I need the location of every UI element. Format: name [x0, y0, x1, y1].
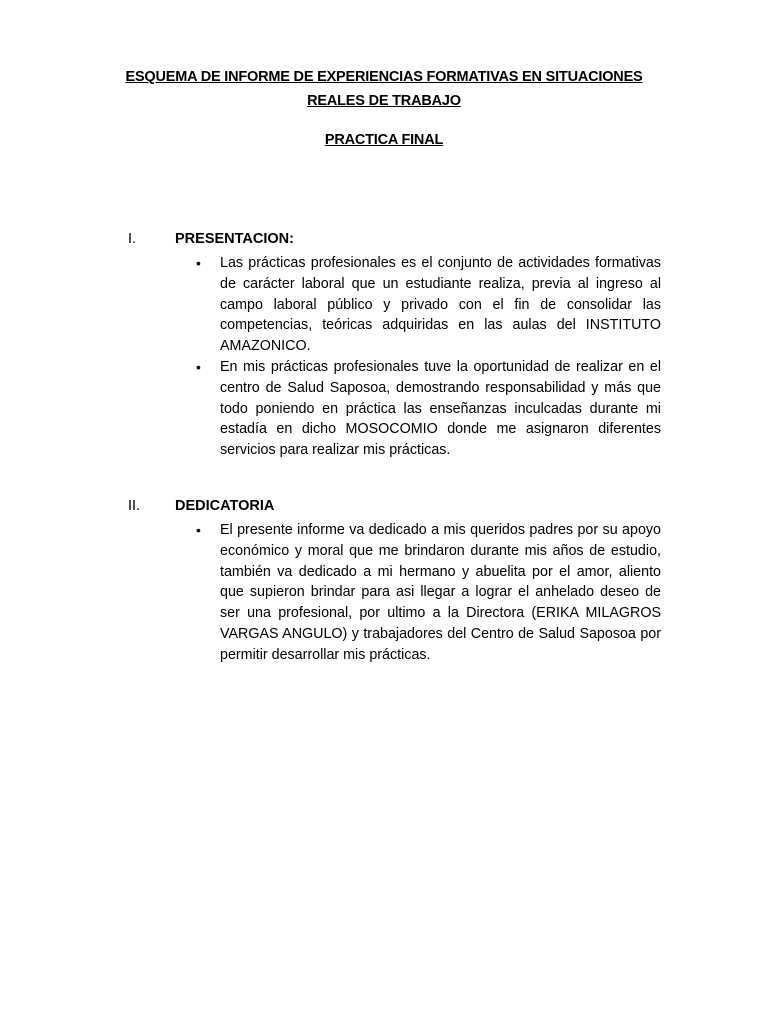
bullet-list [128, 253, 668, 461]
section-numeral: II. [128, 498, 141, 514]
list-item [196, 357, 661, 461]
document-subtitle: PRACTICA FINAL [324, 132, 444, 148]
bullet-text: Las prácticas profesionales es el conjunto de actividades formativas de carácter laboral que un estudiante realiza, previa al ingreso al campo laboral público y privado con el fin de consolidar las competencias, teóricas adquiridas en las aulas del INSTITUTO AMAZONICO. [220, 255, 661, 355]
bullet-icon: • [196, 255, 201, 271]
list-item [196, 520, 661, 666]
document-title-line-1: ESQUEMA DE INFORME DE EXPERIENCIAS FORMATIVAS EN SITUACIONES [125, 69, 643, 85]
section-presentacion [128, 231, 668, 461]
bullet-list [128, 520, 668, 666]
section-numeral: I. [128, 231, 137, 247]
section-header [128, 498, 668, 520]
bullet-text: El presente informe va dedicado a mis queridos padres por su apoyo económico y moral que me brindaron durante mis años de estudio, también va dedicado a mi hermano y abuelita por el amor, aliento que supieron brindar para asi llegar a lograr el anhelado deseo de ser una profesional, por ultimo a la Directora (ERIKA MILAGROS VARGAS ANGULO) y trabajadores del Centro de Salud Saposoa por permitir desarrollar mis prácticas. [220, 522, 661, 663]
list-item [196, 253, 661, 357]
bullet-icon: • [196, 522, 201, 538]
document-title-line-2: REALES DE TRABAJO [307, 93, 461, 109]
section-header [128, 231, 668, 253]
bullet-text: En mis prácticas profesionales tuve la oportunidad de realizar en el centro de Salud Saposoa, demostrando responsabilidad y más que todo poniendo en práctica las enseñanzas inculcadas durante mi estadía en dicho MOSOCOMIO donde me asignaron diferentes servicios para realizar mis prácticas. [220, 358, 661, 459]
section-heading: DEDICATORIA [175, 498, 275, 514]
section-dedicatoria [128, 498, 668, 666]
bullet-icon: • [196, 358, 201, 375]
section-heading: PRESENTACION: [175, 231, 294, 247]
